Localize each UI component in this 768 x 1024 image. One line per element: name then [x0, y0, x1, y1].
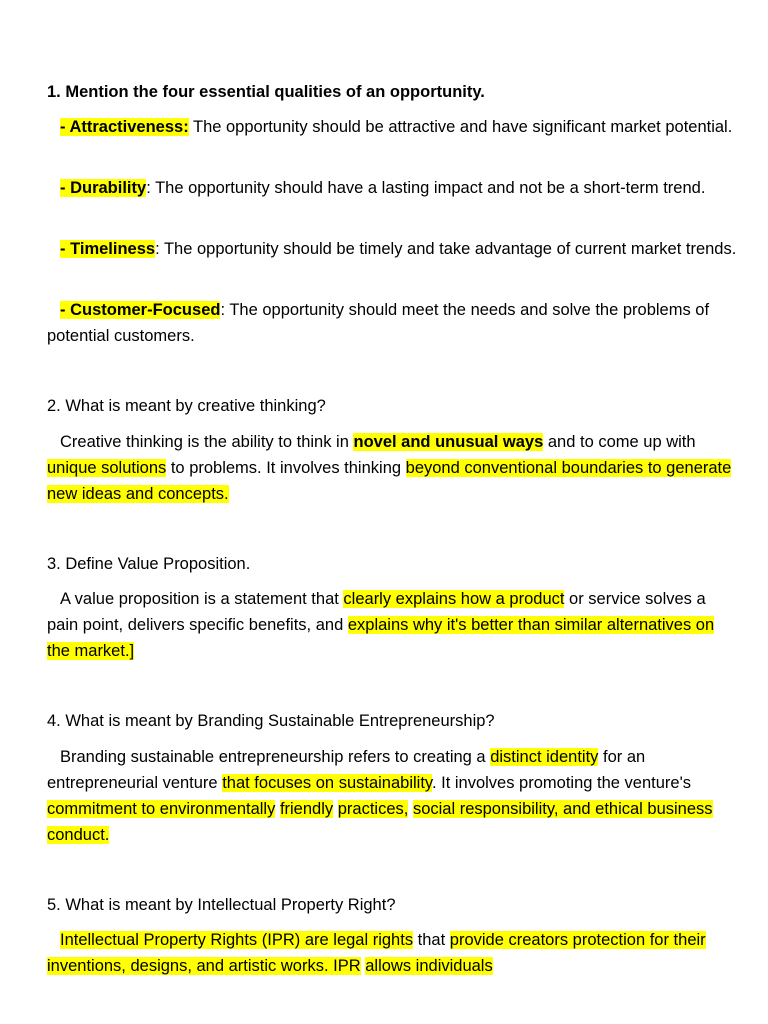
term-customer-focused: Customer-Focused [70, 301, 221, 319]
question-4-title: 4. What is meant by Branding Sustainable Entrepreneurship? [47, 712, 495, 730]
answer-5: Intellectual Property Rights (IPR) are legal rights that provide creators protection for their inventions, designs, and artistic works. IPR allows individuals [47, 931, 706, 975]
quality-timeliness: - Timeliness: The opportunity should be timely and take advantage of current market trends. [60, 240, 737, 258]
quality-attractiveness: - Attractiveness: The opportunity should be attractive and have significant market potential. [60, 118, 733, 136]
question-1-title: 1. Mention the four essential qualities of an opportunity. [47, 83, 485, 101]
term-durability: Durability [70, 179, 147, 197]
quality-durability: - Durability: The opportunity should have a lasting impact and not be a short-term trend. [60, 179, 706, 197]
term-attractiveness: Attractiveness [69, 118, 184, 136]
question-5-title: 5. What is meant by Intellectual Property Right? [47, 896, 396, 914]
answer-4: Branding sustainable entrepreneurship refers to creating a distinct identity for an entrepreneurial venture that focuses on sustainability. It involves promoting the venture's commitment to environmentally friendly practices, social responsibility, and ethical business conduct. [47, 748, 713, 844]
question-3-title: 3. Define Value Proposition. [47, 555, 251, 573]
question-2-title: 2. What is meant by creative thinking? [47, 397, 326, 415]
term-timeliness: Timeliness [70, 240, 156, 258]
quality-customer-focused: - Customer-Focused: The opportunity should meet the needs and solve the problems of potential customers. [47, 301, 710, 345]
answer-2: Creative thinking is the ability to think in novel and unusual ways and to come up with unique solutions to problems. It involves thinking beyond conventional boundaries to generate new ideas and concepts. [47, 433, 732, 503]
answer-3: A value proposition is a statement that clearly explains how a product or service solves a pain point, delivers specific benefits, and explains why it's better than similar alternatives on the market.] [47, 590, 715, 660]
